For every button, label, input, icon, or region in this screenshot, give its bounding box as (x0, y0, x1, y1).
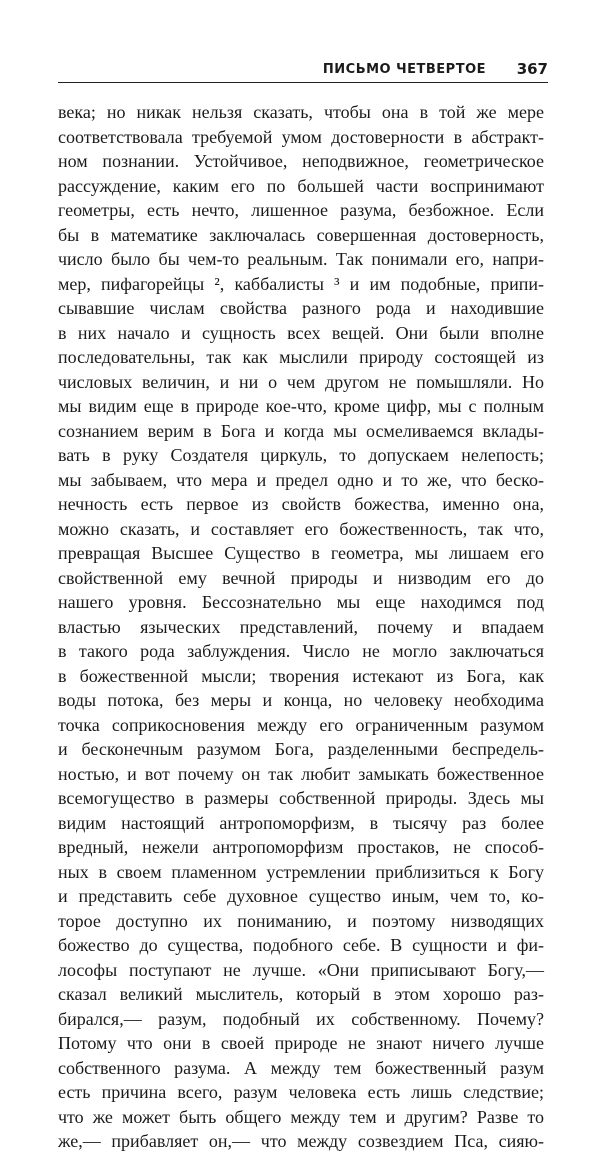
text-line: ных в своем пламенном устремлении приблизиться к Богу (58, 861, 544, 882)
text-line: видим настоящий антропоморфизм, в тысячу раз более (58, 812, 544, 833)
text-line: собственного разума. А между тем божественный разум (58, 1057, 544, 1078)
body-text (58, 100, 544, 1154)
text-line: воды потока, без меры и конца, но человеку необходима (58, 690, 544, 710)
text-line: властью языческих представлений, почему и впадаем (58, 616, 544, 637)
text-line: вать в руку Создателя циркуль, то допускаем нелепость; (58, 445, 544, 465)
text-line: мер, пифагорейцы ², каббалисты ³ и им подобные, припи- (58, 273, 544, 294)
text-line: мы видим еще в природе кое-что, кроме цифр, мы с полным (58, 396, 544, 416)
text-line: же,— прибавляет он,— что между созвездием Пса, сияю- (58, 1131, 544, 1151)
text-line: точка соприкосновения между его ограниченным разумом (58, 714, 544, 735)
text-line: торое доступно их пониманию, и поэтому низводящих (58, 910, 544, 931)
text-line: и бесконечным разумом Бога, разделенными беспредель- (58, 739, 544, 759)
text-line: число было бы чем-то реальным. Так понимали его, напри- (58, 249, 544, 269)
text-line: вредный, нежели антропоморфизм простаков, не способ- (58, 837, 544, 857)
text-line: мы забываем, что мера и предел одно и то же, что беско- (58, 469, 544, 490)
text-line: есть причина всего, разум человека есть лишь следствие; (58, 1082, 544, 1102)
text-line: геометры, есть нечто, лишенное разума, безбожное. Если (58, 200, 544, 220)
text-line: божество до существа, подобного себе. В сущности и фи- (58, 935, 544, 955)
text-line: сознанием верим в Бога и когда мы осмеливаемся вклады- (58, 420, 544, 441)
text-line: бирался,— разум, подобный их собственному. Почему? (58, 1008, 544, 1029)
text-line: сказал великий мыслитель, который в этом хорошо раз- (58, 984, 544, 1004)
text-line: лософы поступают не лучше. «Они приписывают Богу,— (58, 959, 544, 980)
text-line: в божественной мысли; творения истекают из Бога, как (58, 665, 544, 686)
text-line: в них начало и сущность всех вещей. Они были вполне (58, 322, 544, 343)
running-title: ПИСЬМО ЧЕТВЕРТОЕ (322, 62, 486, 77)
text-line: последовательны, так как мыслили природу состоящей из (58, 347, 544, 367)
text-line: что же может быть общего между тем и другим? Разве то (58, 1106, 544, 1127)
text-line: Потому что они в своей природе не знают ничего лучше (58, 1033, 544, 1053)
text-line: числовых величин, и ни о чем другом не помышляли. Но (58, 371, 544, 392)
page-number: 367 (516, 60, 548, 78)
text-line: ностью, и вот почему он так любит замыкать божественное (58, 763, 544, 784)
text-line: нашего уровня. Бессознательно мы еще находимся под (58, 592, 544, 612)
text-line: бы в математике заключалась совершенная достоверность, (58, 224, 544, 245)
header-rule (58, 82, 548, 83)
text-line: нечность есть первое из свойств божества, именно она, (58, 494, 544, 514)
text-line: всемогущество в размеры собственной природы. Здесь мы (58, 788, 544, 808)
text-line: превращая Высшее Существо в геометра, мы лишаем его (58, 543, 544, 563)
text-line: сывавшие числам свойства разного рода и находившие (58, 298, 544, 318)
running-head (58, 60, 548, 84)
text-line: ном познании. Устойчивое, неподвижное, геометрическое (58, 151, 544, 171)
text-line: свойственной ему вечной природы и низводим его до (58, 567, 544, 588)
text-line: в такого рода заблуждения. Число не могло заключаться (58, 641, 544, 661)
text-line: можно сказать, и составляет его божественность, так что, (58, 518, 544, 539)
text-line: рассуждение, каким его по большей части воспринимают (58, 175, 544, 196)
text-line: соответствовала требуемой умом достоверности в абстракт- (58, 126, 544, 147)
text-line: и представить себе духовное существо иным, чем то, ко- (58, 886, 544, 906)
text-line: века; но никак нельзя сказать, чтобы она в той же мере (58, 102, 544, 122)
